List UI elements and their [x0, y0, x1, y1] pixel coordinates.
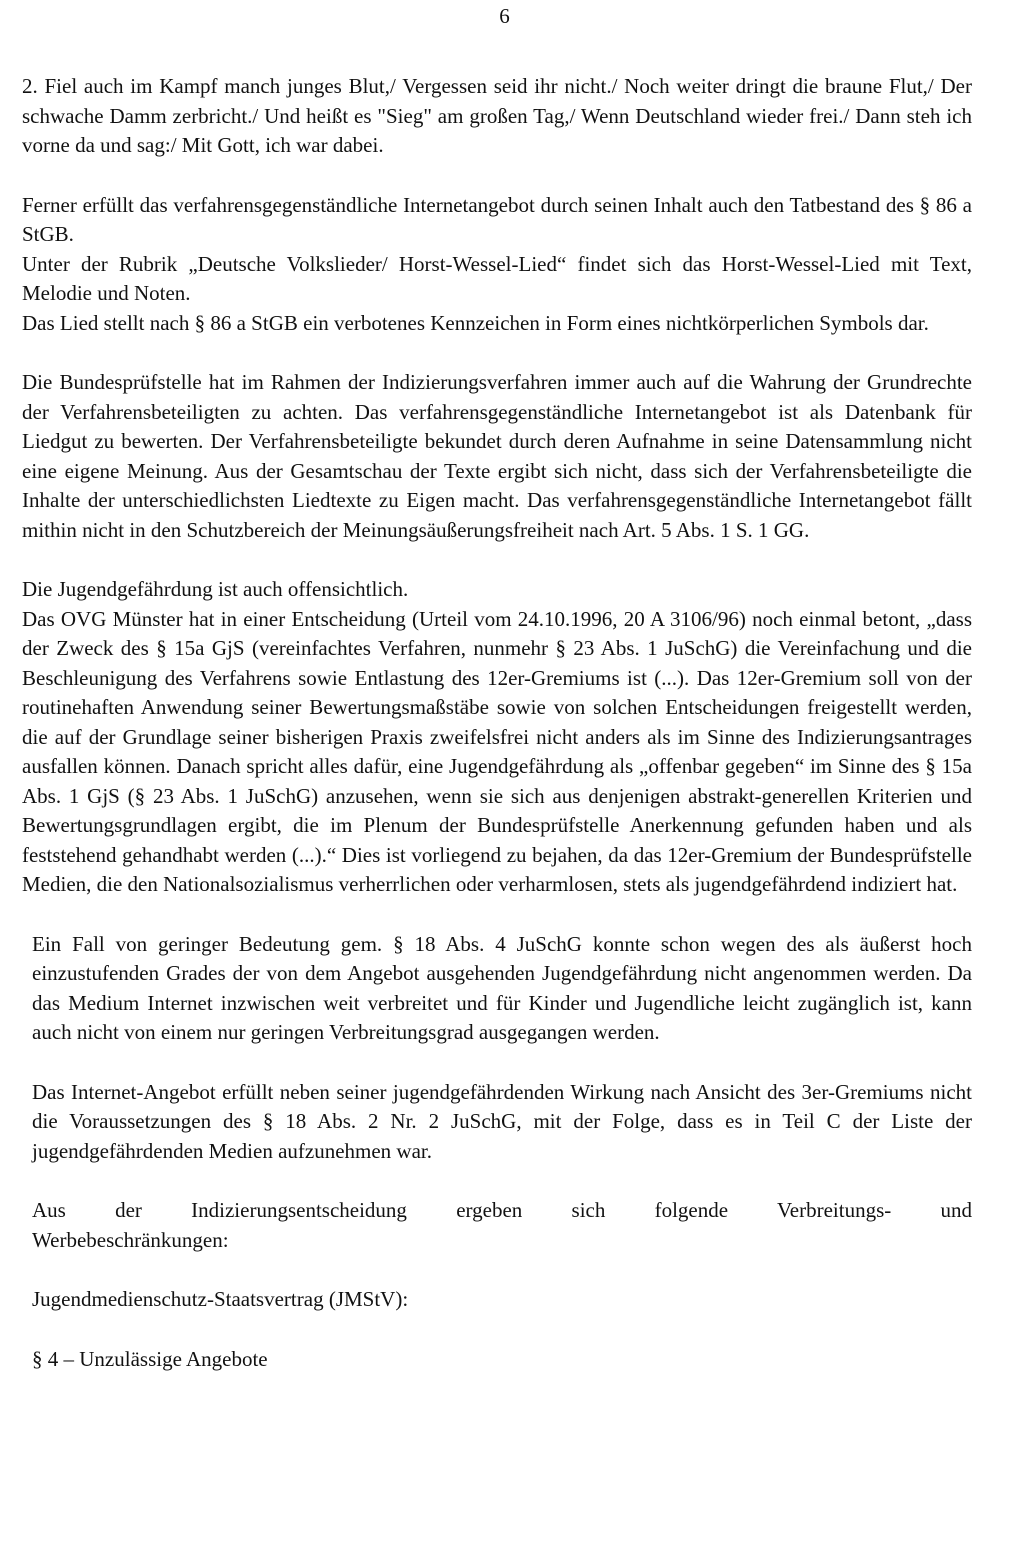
document-body [22, 72, 972, 1374]
paragraph-kennzeichen: Das Lied stellt nach § 86 a StGB ein verbotenes Kennzeichen in Form eines nichtkörperlichen Symbols dar. [22, 310, 929, 335]
paragraph-grundrechte: Die Bundesprüfstelle hat im Rahmen der Indizierungsverfahren immer auch auf die Wahrung der Grundrechte der Verfahrensbeteiligten zu achten. Das verfahrensgegenständliche Internetangebot ist als Datenbank für Liedgut zu bewerten. Der Verfahrensbeteiligte bekundet durch deren Aufnahme in seine Datensammlung nicht eine eigene Meinung. Aus der Gesamtschau der Texte ergibt sich nicht, dass sich der Verfahrensbeteiligte die Inhalte der unterschiedlichsten Liedtexte zu Eigen macht. Das verfahrensgegenständliche Internetangebot fällt mithin nicht in den Schutzbereich der Meinungsäußerungsfreiheit nach Art. 5 Abs. 1 S. 1 GG. [22, 370, 972, 542]
paragraph-geringe-bedeutung: Ein Fall von geringer Bedeutung gem. § 18 Abs. 4 JuSchG konnte schon wegen des als äußerst hoch einzustufenden Grades der von dem Angebot ausgehenden Jugendgefährdung nicht angenommen werden. Da das Medium Internet inzwischen weit verbreitet und für Kinder und Jugendliche leicht zugänglich ist, kann auch nicht von einem nur geringen Verbreitungsgrad ausgegangen werden. [32, 931, 972, 1044]
paragraph-rubrik: Unter der Rubrik „Deutsche Volkslieder/ Horst-Wessel-Lied“ findet sich das Horst-Wessel-Lied mit Text, Melodie und Noten. [22, 251, 972, 305]
paragraph-offensichtlich: Die Jugendgefährdung ist auch offensichtlich. [22, 577, 409, 601]
paragraph-beschraenkungen-line2: Werbebeschränkungen: [32, 1227, 229, 1252]
heading-jmstv: Jugendmedienschutz-Staatsvertrag (JMStV): [32, 1287, 409, 1311]
page-number: 6 [499, 4, 510, 28]
heading-unzulaessige-angebote: § 4 – Unzulässige Angebote [32, 1346, 268, 1371]
paragraph-beschraenkungen-line1: Aus der Indizierungsentscheidung ergeben sich folgende Verbreitungs- und [32, 1198, 972, 1222]
paragraph-86a-stgb: Ferner erfüllt das verfahrensgegenständliche Internetangebot durch seinen Inhalt auch den Tatbestand des § 86 a StGB. [22, 192, 972, 246]
song-verse-paragraph: 2. Fiel auch im Kampf manch junges Blut,/ Vergessen seid ihr nicht./ Noch weiter dringt die braune Flut,/ Der schwache Damm zerbricht./ Und heißt es "Sieg" am großen Tag,/ Wenn Deutschland wieder frei./ Dann steh ich vorne da und sag:/ Mit Gott, ich war dabei. [22, 74, 972, 157]
paragraph-teil-c: Das Internet-Angebot erfüllt neben seiner jugendgefährdenden Wirkung nach Ansicht des 3er-Gremiums nicht die Voraussetzungen des § 18 Abs. 2 Nr. 2 JuSchG, mit der Folge, dass es in Teil C der Liste der jugendgefährdenden Medien aufzunehmen war. [32, 1079, 972, 1163]
paragraph-ovg-muenster: Das OVG Münster hat in einer Entscheidung (Urteil vom 24.10.1996, 20 A 3106/96) noch einmal betont, „dass der Zweck des § 15a GjS (vereinfachtes Verfahren, nunmehr § 23 Abs. 1 JuSchG) die Vereinfachung und die Beschleunigung des Verfahrens sowie Entlastung des 12er-Gremiums ist (...). Das 12er-Gremium soll von der routinehaften Anwendung seiner Bewertungsmaßstäbe sowie von solchen Entscheidungen freigestellt werden, die auf der Grundlage seiner bisherigen Praxis zweifelsfrei nicht anders als im Sinne des Indizierungsantrages ausfallen können. Danach spricht alles dafür, eine Jugendgefährdung als „offenbar gegeben“ im Sinne des § 15a Abs. 1 GjS (§ 23 Abs. 1 JuSchG) anzusehen, wenn sie sich aus denjenigen abstrakt-generellen Kriterien und Bewertungsgrundlagen ergibt, die im Plenum der Bundesprüfstelle Anerkennung gefunden haben und als feststehend gehandhabt werden (...).“ Dies ist vorliegend zu bejahen, da das 12er-Gremium der Bundesprüfstelle Medien, die den Nationalsozialismus verherrlichen oder verharmlosen, stets als jugendgefährdend indiziert hat. [22, 606, 972, 896]
